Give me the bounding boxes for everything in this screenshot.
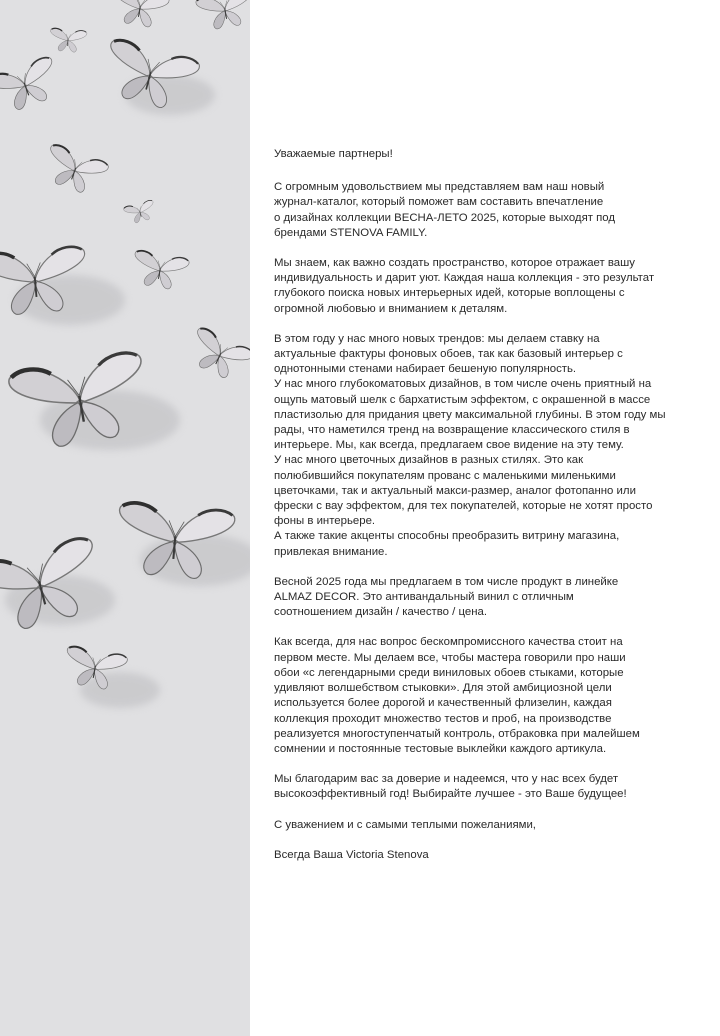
letter-paragraph-trends: В этом году у нас много новых трендов: мы делаем ставку на актуальные фактуры фоновых обоев, так как базовый интерьер с однотонными стенами набирает бешеную популярность. [274, 332, 623, 376]
letter-paragraph-values: Мы знаем, как важно создать пространство, которое отражает вашу индивидуальность и дарит уют. Каждая наша коллекция - это результат глубокого поиска новых интерьерных идей, которые воплощены с огромной любовью и вниманием к деталям. [274, 257, 655, 315]
letter-paragraph-almaz: Весной 2025 года мы предлагаем в том числе продукт в линейке ALMAZ DECOR. Это антивандальный винил с отличным соотношением дизайн / качество / цена. [274, 575, 619, 619]
letter-paragraph-matte: У нас много глубокоматовых дизайнов, в том числе очень приятный на ощупь матовый шелк с бархатистым эффектом, с окрашенной в массе пластизолью для придания цвету максимальной глубины. В этом году мы рады, что наметился тренд на возвращение классического стиля в интерьере. Мы, как всегда, предлагаем свое видение на эту тему. [274, 378, 666, 452]
letter-greeting: Уважаемые партнеры! [274, 148, 393, 160]
letter-closing: С уважением и с самыми теплыми пожеланиями, [274, 818, 536, 831]
butterflies-illustration [0, 0, 250, 1036]
letter-paragraph-accents: А также такие акценты способны преобразить витрину магазина, привлекая внимание. [274, 530, 620, 558]
letter-paragraph-thanks: Мы благодарим вас за доверие и надеемся, что у нас всех будет высокоэффективный год! Выбирайте лучшее - это Ваше будущее! [274, 773, 627, 801]
butterfly-wall-image [0, 0, 250, 1036]
letter-paragraph-quality: Как всегда, для нас вопрос бескомпромиссного качества стоит на первом месте. Мы делаем все, чтобы мастера говорили про наши обои «с легендарными среди виниловых обоев стыками, которые удивляют волшебством стыковки». Для этой амбициозной цели используется более дорогой и качественный флизелин, каждая коллекция проходит множество тестов и проб, на производстве реализуется многоступенчатый контроль, отбраковка при малейшем сомнении и постоянные тестовые выклейки каждого артикула. [274, 636, 640, 755]
letter-signature: Всегда Ваша Victoria Stenova [274, 848, 429, 861]
letter-paragraph-floral: У нас много цветочных дизайнов в разных стилях. Это как полюбившийся покупателям прованс с маленькими миленькими цветочками, так и актуальный макси-размер, аналог фотопанно или фрески с вау эффектом, для тех покупателей, которые не хотят просто фоны в интерьере. [274, 454, 653, 528]
partner-letter [274, 147, 684, 878]
letter-paragraph-intro: С огромным удовольствием мы представляем вам наш новый журнал-каталог, который поможет вам составить впечатление о дизайнах коллекции ВЕСНА-ЛЕТО 2025, которые выходят под брендами STENOVA FAMILY. [274, 181, 616, 239]
